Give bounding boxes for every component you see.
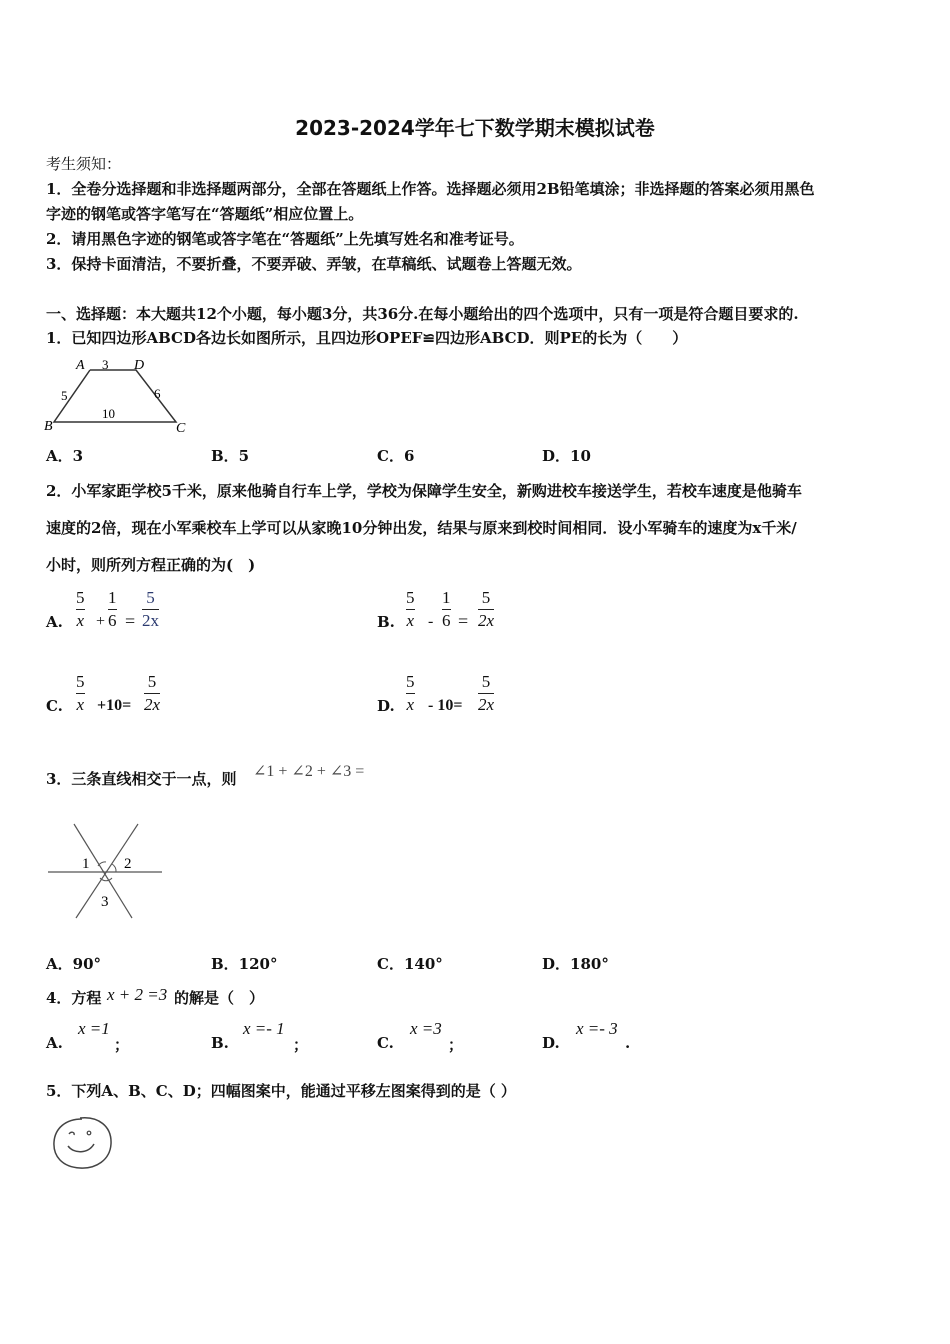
q3-option-a[interactable]: A．90°: [46, 955, 102, 973]
option-label: A.: [46, 613, 63, 631]
fraction: 5 x: [76, 588, 85, 630]
q1-option-d[interactable]: D．10: [542, 447, 591, 465]
option-label: D.: [542, 1034, 560, 1052]
fig-label-bottom: 10: [102, 406, 115, 421]
option-end: .: [625, 1034, 631, 1052]
option-label: B.: [211, 1034, 229, 1052]
option-expression: x =1: [78, 1019, 110, 1038]
fraction: 5 2x: [142, 588, 159, 630]
angle-sum-expression: ∠1 + ∠2 + ∠3 =: [253, 763, 365, 780]
q1-option-b[interactable]: B．5: [211, 447, 250, 465]
fig-label-a: A: [76, 358, 85, 373]
intersecting-lines-figure: [44, 818, 166, 922]
q1-option-a[interactable]: A．3: [46, 447, 84, 465]
operator: +10=: [97, 697, 132, 714]
notice-heading: 考生须知：: [46, 155, 122, 173]
smiley-face-figure: [50, 1114, 116, 1172]
angle-label-1: 1: [82, 856, 90, 872]
q3-option-b[interactable]: B．120°: [211, 955, 278, 973]
q1-option-c[interactable]: C．6: [377, 447, 415, 465]
fraction: 1 6: [442, 588, 451, 630]
option-expression: x =3: [410, 1019, 442, 1038]
fig-label-d: D: [134, 358, 145, 373]
fraction: 1 6: [108, 588, 117, 630]
operator: - 10=: [428, 697, 463, 714]
question-1-stem: 1．已知四边形ABCD各边长如图所示，且四边形OPEF≌四边形ABCD．则PE的长为（ ）: [46, 329, 688, 347]
notice-item: 3．保持卡面清洁，不要折叠，不要弄破、弄皱，在草稿纸、试题卷上答题无效。: [46, 255, 582, 273]
question-4-prefix: 4．方程: [46, 989, 102, 1007]
question-2-line: 2．小军家距学校5千米，原来他骑自行车上学，学校为保障学生安全，新购进校车接送学生，若校车速度是他骑车: [46, 482, 802, 500]
operator: -: [428, 613, 434, 630]
q3-option-c[interactable]: C．140°: [377, 955, 443, 973]
fig-label-top: 3: [102, 357, 109, 372]
option-expression: x =- 1: [243, 1019, 285, 1038]
notice-item: 2．请用黑色字迹的钢笔或答字笔在“答题纸”上先填写姓名和准考证号。: [46, 230, 524, 248]
notice-item: 1．全卷分选择题和非选择题两部分，全部在答题纸上作答。选择题必须用2B铅笔填涂；非选择题的答案必须用黑色: [46, 180, 815, 198]
option-end: ；: [114, 1036, 130, 1054]
option-label: D.: [377, 697, 395, 715]
fig-label-c: C: [176, 421, 186, 436]
trapezoid-figure: [44, 352, 194, 436]
notice-item: 字迹的钢笔或答字笔写在“答题纸”相应位置上。: [46, 205, 364, 223]
option-label: C.: [377, 1034, 394, 1052]
fraction: 5 2x: [478, 672, 495, 714]
page-title: 2023-2024学年七下数学期末模拟试卷: [295, 116, 655, 140]
operator: +: [96, 613, 106, 630]
question-3-stem: 3．三条直线相交于一点，则: [46, 770, 237, 788]
fig-label-right: 6: [154, 386, 161, 401]
angle-label-2: 2: [124, 856, 132, 872]
fraction: 5 2x: [478, 588, 495, 630]
fig-label-b: B: [44, 419, 53, 434]
equation: x + 2 =3: [107, 985, 168, 1004]
question-4-suffix: 的解是（ ）: [174, 989, 265, 1007]
option-label: C.: [46, 697, 63, 715]
question-2-line: 速度的2倍，现在小军乘校车上学可以从家晚10分钟出发，结果与原来到校时间相同．设小军骑车的速度为x千米/: [46, 519, 797, 537]
option-expression: x =- 3: [576, 1019, 618, 1038]
equals-sign: =: [125, 611, 136, 631]
option-end: ；: [448, 1036, 464, 1054]
q3-option-d[interactable]: D．180°: [542, 955, 609, 973]
section-header: 一、选择题：本大题共12个小题，每小题3分，共36分.在每小题给出的四个选项中，只有一项是符合题目要求的.: [46, 305, 799, 323]
option-label: A.: [46, 1034, 63, 1052]
angle-label-3: 3: [101, 894, 109, 910]
question-5-stem: 5．下列A、B、C、D；四幅图案中，能通过平移左图案得到的是（ ）: [46, 1082, 516, 1100]
option-label: B.: [377, 613, 395, 631]
fig-label-left: 5: [61, 388, 68, 403]
fraction: 5 x: [406, 672, 415, 714]
fraction: 5 x: [406, 588, 415, 630]
question-2-line: 小时，则所列方程正确的为( ): [46, 556, 256, 574]
equals-sign: =: [458, 611, 469, 631]
fraction: 5 x: [76, 672, 85, 714]
option-end: ；: [293, 1036, 309, 1054]
fraction: 5 2x: [144, 672, 161, 714]
